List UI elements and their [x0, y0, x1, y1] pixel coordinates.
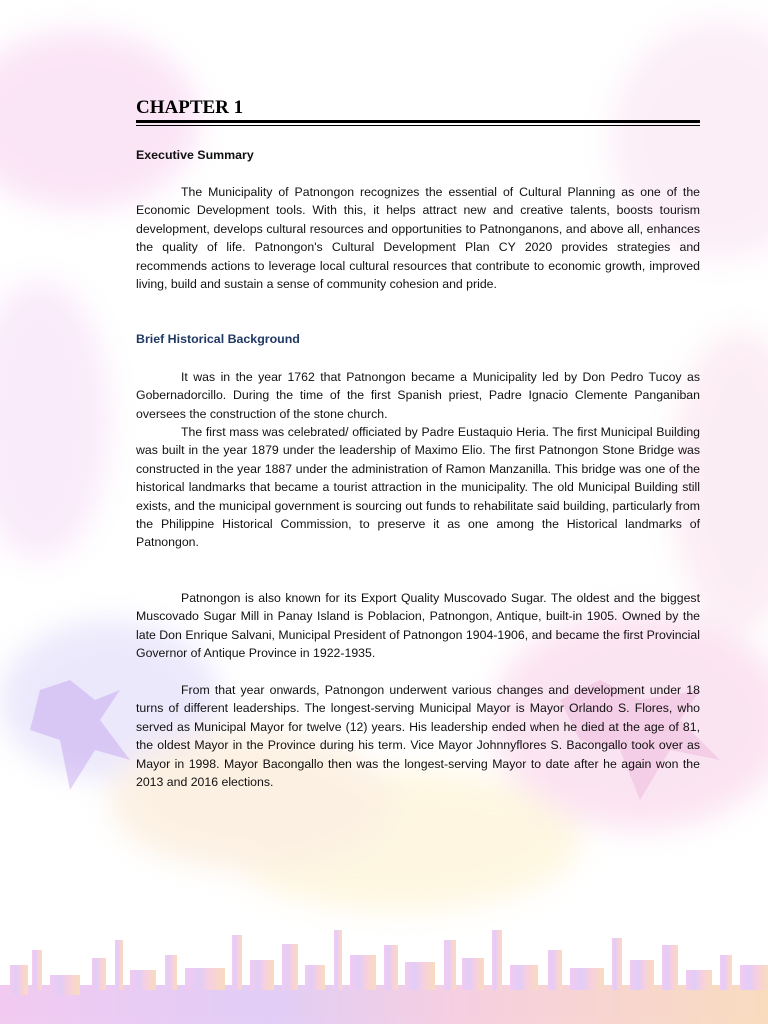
- history-paragraph-2: The first mass was celebrated/ officiated by Padre Eustaquio Heria. The first Municipal Building was built in the year 1879 under the leadership of Maximo Elio. The first Patnongon Stone Bridge was constructed in the year 1887 under the administration of Ramon Manzanilla. This bridge was one of the historical landmarks that became a tourist attraction in the municipality. The old Municipal Building still exists, and the municipal government is sourcing out funds to rehabilitate said building, particularly from the Philippine Historical Commission, to preserve it as one among the Historical landmarks of Patnongon.: [136, 425, 700, 550]
- historical-background-heading: Brief Historical Background: [136, 332, 300, 346]
- executive-summary-paragraph: The Municipality of Patnongon recognizes the essential of Cultural Planning as one of the Economic Development tools. With this, it helps attract new and creative talents, boosts tourism development, develops cultural resources and opportunities to Patnonganons, and above all, enhances the quality of life. Patnongon's Cultural Development Plan CY 2020 provides strategies and recommends actions to leverage local cultural resources that contribute to economic growth, improved living, build and sustain a sense of community cohesion and pride.: [136, 185, 700, 292]
- executive-summary-heading: Executive Summary: [136, 148, 254, 162]
- chapter-rule-thick: [136, 120, 700, 123]
- history-paragraph-4: From that year onwards, Patnongon underwent various changes and development under 18 turns of different leaderships. The longest-serving Municipal Mayor is Mayor Orlando S. Flores, who served as Municipal Mayor for twelve (12) years. His leadership ended when he died at the age of 81, the oldest Mayor in the Province during his term. Vice Mayor Johnnyflores S. Bacongallo took over as Mayor in 1998. Mayor Bacongallo then was the longest-serving Mayor to date after he again won the 2013 and 2016 elections.: [136, 683, 700, 790]
- chapter-rule-thin: [136, 125, 700, 126]
- history-paragraph-3: Patnongon is also known for its Export Quality Muscovado Sugar. The oldest and the biggest Muscovado Sugar Mill in Panay Island is Poblacion, Patnongon, Antique, built-in 1905. Owned by the late Don Enrique Salvani, Municipal President of Patnongon 1904-1906, and became the first Provincial Governor of Antique Province in 1922-1935.: [136, 591, 700, 661]
- history-paragraph-1: It was in the year 1762 that Patnongon became a Municipality led by Don Pedro Tucoy as Gobernadorcillo. During the time of the first Spanish priest, Padre Ignacio Clemente Panganiban oversees the construction of the stone church.: [136, 370, 700, 421]
- document-page: [136, 96, 700, 790]
- chapter-title: CHAPTER 1: [136, 97, 244, 118]
